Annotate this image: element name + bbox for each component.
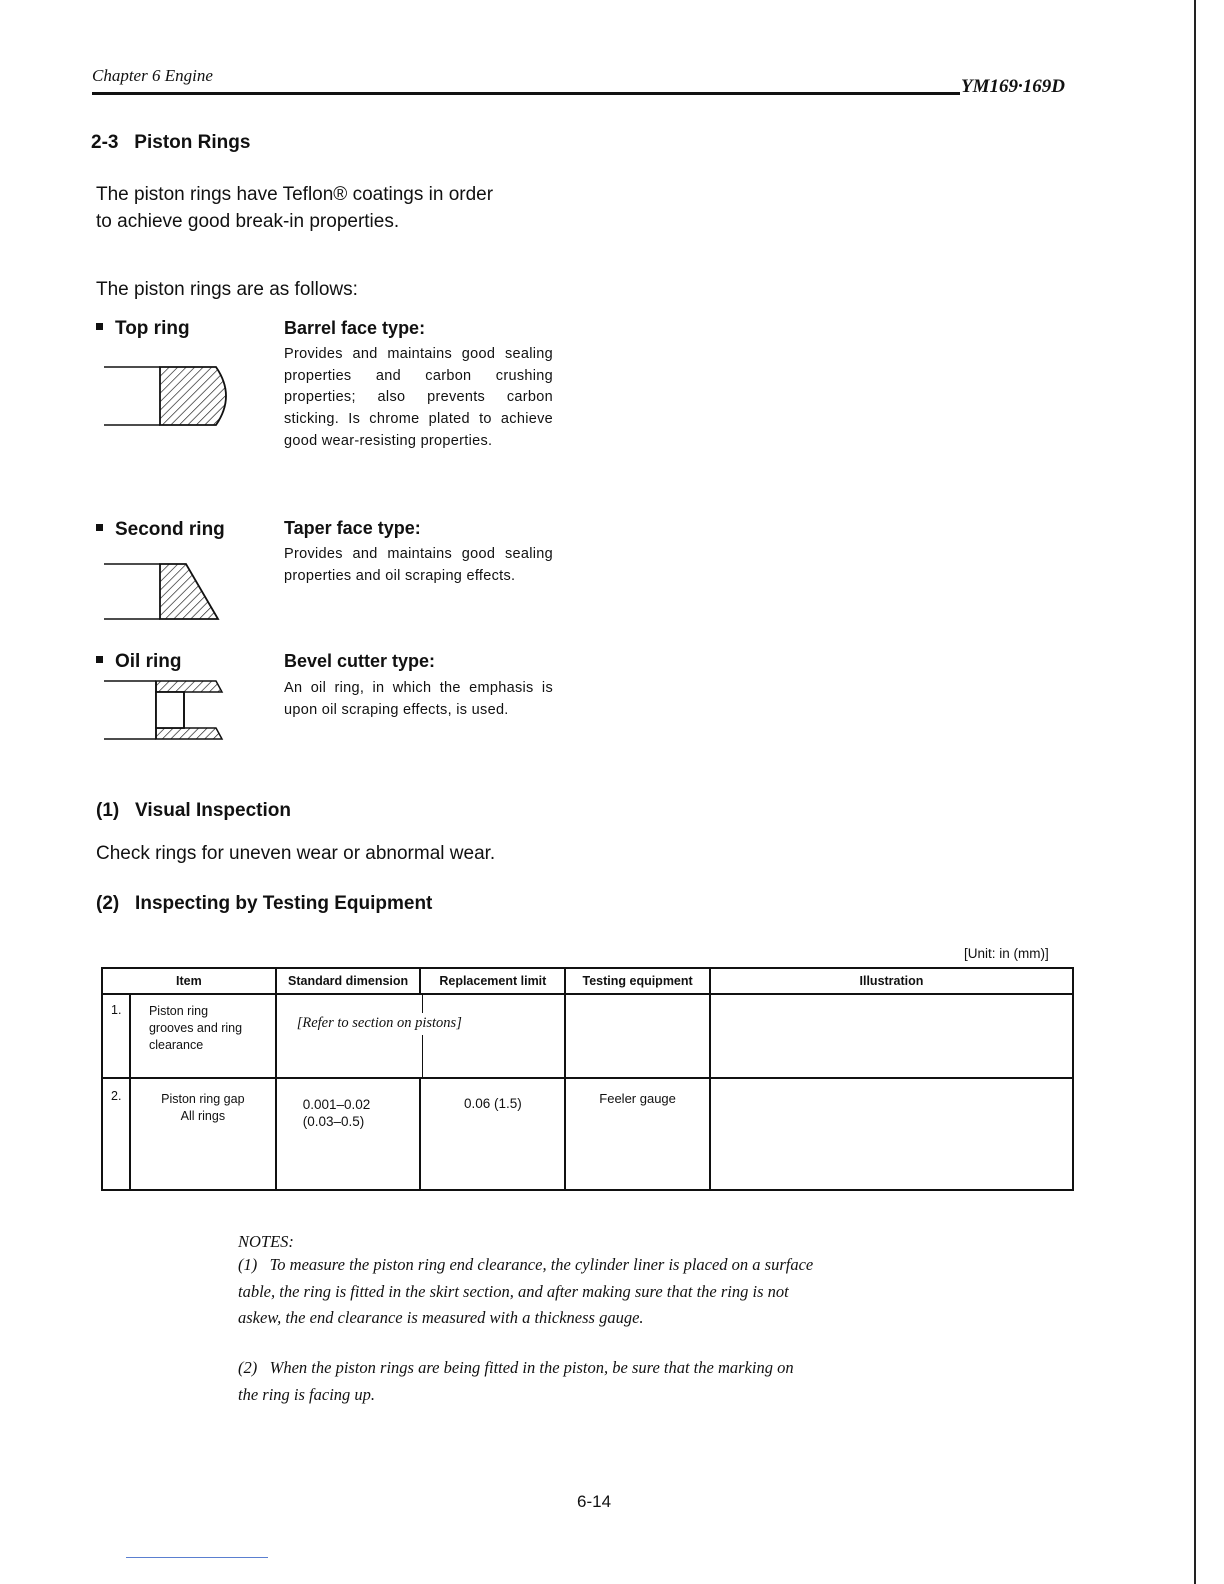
type-title-bevel: Bevel cutter type: (284, 651, 436, 671)
page-number: 6-14 (577, 1492, 612, 1511)
notes-title: NOTES: (238, 1232, 294, 1251)
note-1-line-2: table, the ring is fitted in the skirt section, and after making sure that the ring is not (238, 1282, 789, 1301)
visual-inspection-title: (1) Visual Inspection (96, 800, 291, 821)
row-illustration (710, 1078, 1073, 1190)
ring-label-top (96, 318, 190, 340)
bullet-icon (96, 524, 103, 531)
standard-line: (0.03–0.5) (302, 1114, 365, 1129)
barrel-ring-icon (104, 364, 244, 430)
bevel-oil-ring-icon (104, 678, 234, 744)
intro-line-2: to achieve good break-in properties. (96, 211, 400, 232)
note-2-line-2: the ring is facing up. (238, 1385, 376, 1404)
note-1-line-1: (1) To measure the piston ring end clearance, the cylinder liner is placed on a surface (238, 1255, 814, 1274)
header-equipment: Testing equipment (565, 968, 710, 994)
row-number: 1. (102, 994, 130, 1078)
refer-note: [Refer to section on pistons] (296, 1015, 462, 1031)
item-line: Piston ring (148, 1004, 209, 1018)
spec-table (101, 967, 1074, 1191)
chapter-heading: Chapter 6 Engine (92, 66, 213, 85)
lead-text: The piston rings are as follows: (96, 279, 358, 300)
row-item (130, 1078, 276, 1190)
unit-label: [Unit: in (mm)] (964, 946, 1049, 961)
bottom-mark-line (126, 1557, 268, 1558)
testing-equipment-title: (2) Inspecting by Testing Equipment (96, 893, 433, 914)
ring-label-text: Second ring (115, 519, 225, 540)
ring-label-second (96, 519, 225, 541)
standard-line: 0.001–0.02 (302, 1097, 371, 1112)
taper-ring-icon (104, 561, 234, 623)
item-line: Piston ring gap (161, 1092, 245, 1106)
visual-inspection-text: Check rings for uneven wear or abnormal wear. (96, 843, 496, 864)
desc-taper: Provides and maintains good sealing properties and oil scraping effects. (284, 546, 553, 584)
type-title-taper: Taper face type: (284, 518, 421, 538)
ring-label-oil (96, 651, 182, 673)
table-header-row (102, 968, 1073, 994)
header-illustration: Illustration (710, 968, 1073, 994)
item-line: grooves and ring (148, 1021, 243, 1035)
row-limit: 0.06 (1.5) (420, 1078, 565, 1190)
header-standard: Standard dimension (276, 968, 421, 994)
header-item: Item (102, 968, 276, 994)
type-title-barrel: Barrel face type: (284, 318, 426, 338)
ring-label-text: Top ring (115, 318, 190, 339)
note-2-line-1: (2) When the piston rings are being fitted in the piston, be sure that the marking on (238, 1358, 794, 1377)
row-number: 2. (102, 1078, 130, 1190)
row-item (130, 994, 276, 1078)
intro-line-1: The piston rings have Teflon® coatings in order (96, 184, 494, 205)
refer-cell (276, 994, 566, 1078)
table-row (102, 994, 1073, 1078)
desc-barrel: Provides and maintains good sealing properties and carbon crushing properties; also prevents carbon sticking. Is chrome plated to achieve good wear-resisting properties. (284, 346, 553, 449)
table-row (102, 1078, 1073, 1190)
bullet-icon (96, 656, 103, 663)
section-title: 2-3 Piston Rings (91, 132, 251, 153)
ring-label-text: Oil ring (115, 651, 182, 672)
item-line: All rings (180, 1109, 226, 1123)
item-line: clearance (148, 1038, 204, 1052)
bullet-icon (96, 323, 103, 330)
header-limit: Replacement limit (420, 968, 565, 994)
header-rule (92, 92, 960, 95)
row-standard (276, 1078, 421, 1190)
row-equipment (565, 994, 710, 1078)
desc-bevel: An oil ring, in which the emphasis is upon oil scraping effects, is used. (284, 680, 553, 718)
row-illustration (710, 994, 1073, 1078)
row-equipment: Feeler gauge (565, 1078, 710, 1190)
page-edge-line (1194, 0, 1196, 1584)
model-heading: YM169·169D (961, 76, 1065, 97)
note-1-line-3: askew, the end clearance is measured with a thickness gauge. (238, 1308, 644, 1327)
